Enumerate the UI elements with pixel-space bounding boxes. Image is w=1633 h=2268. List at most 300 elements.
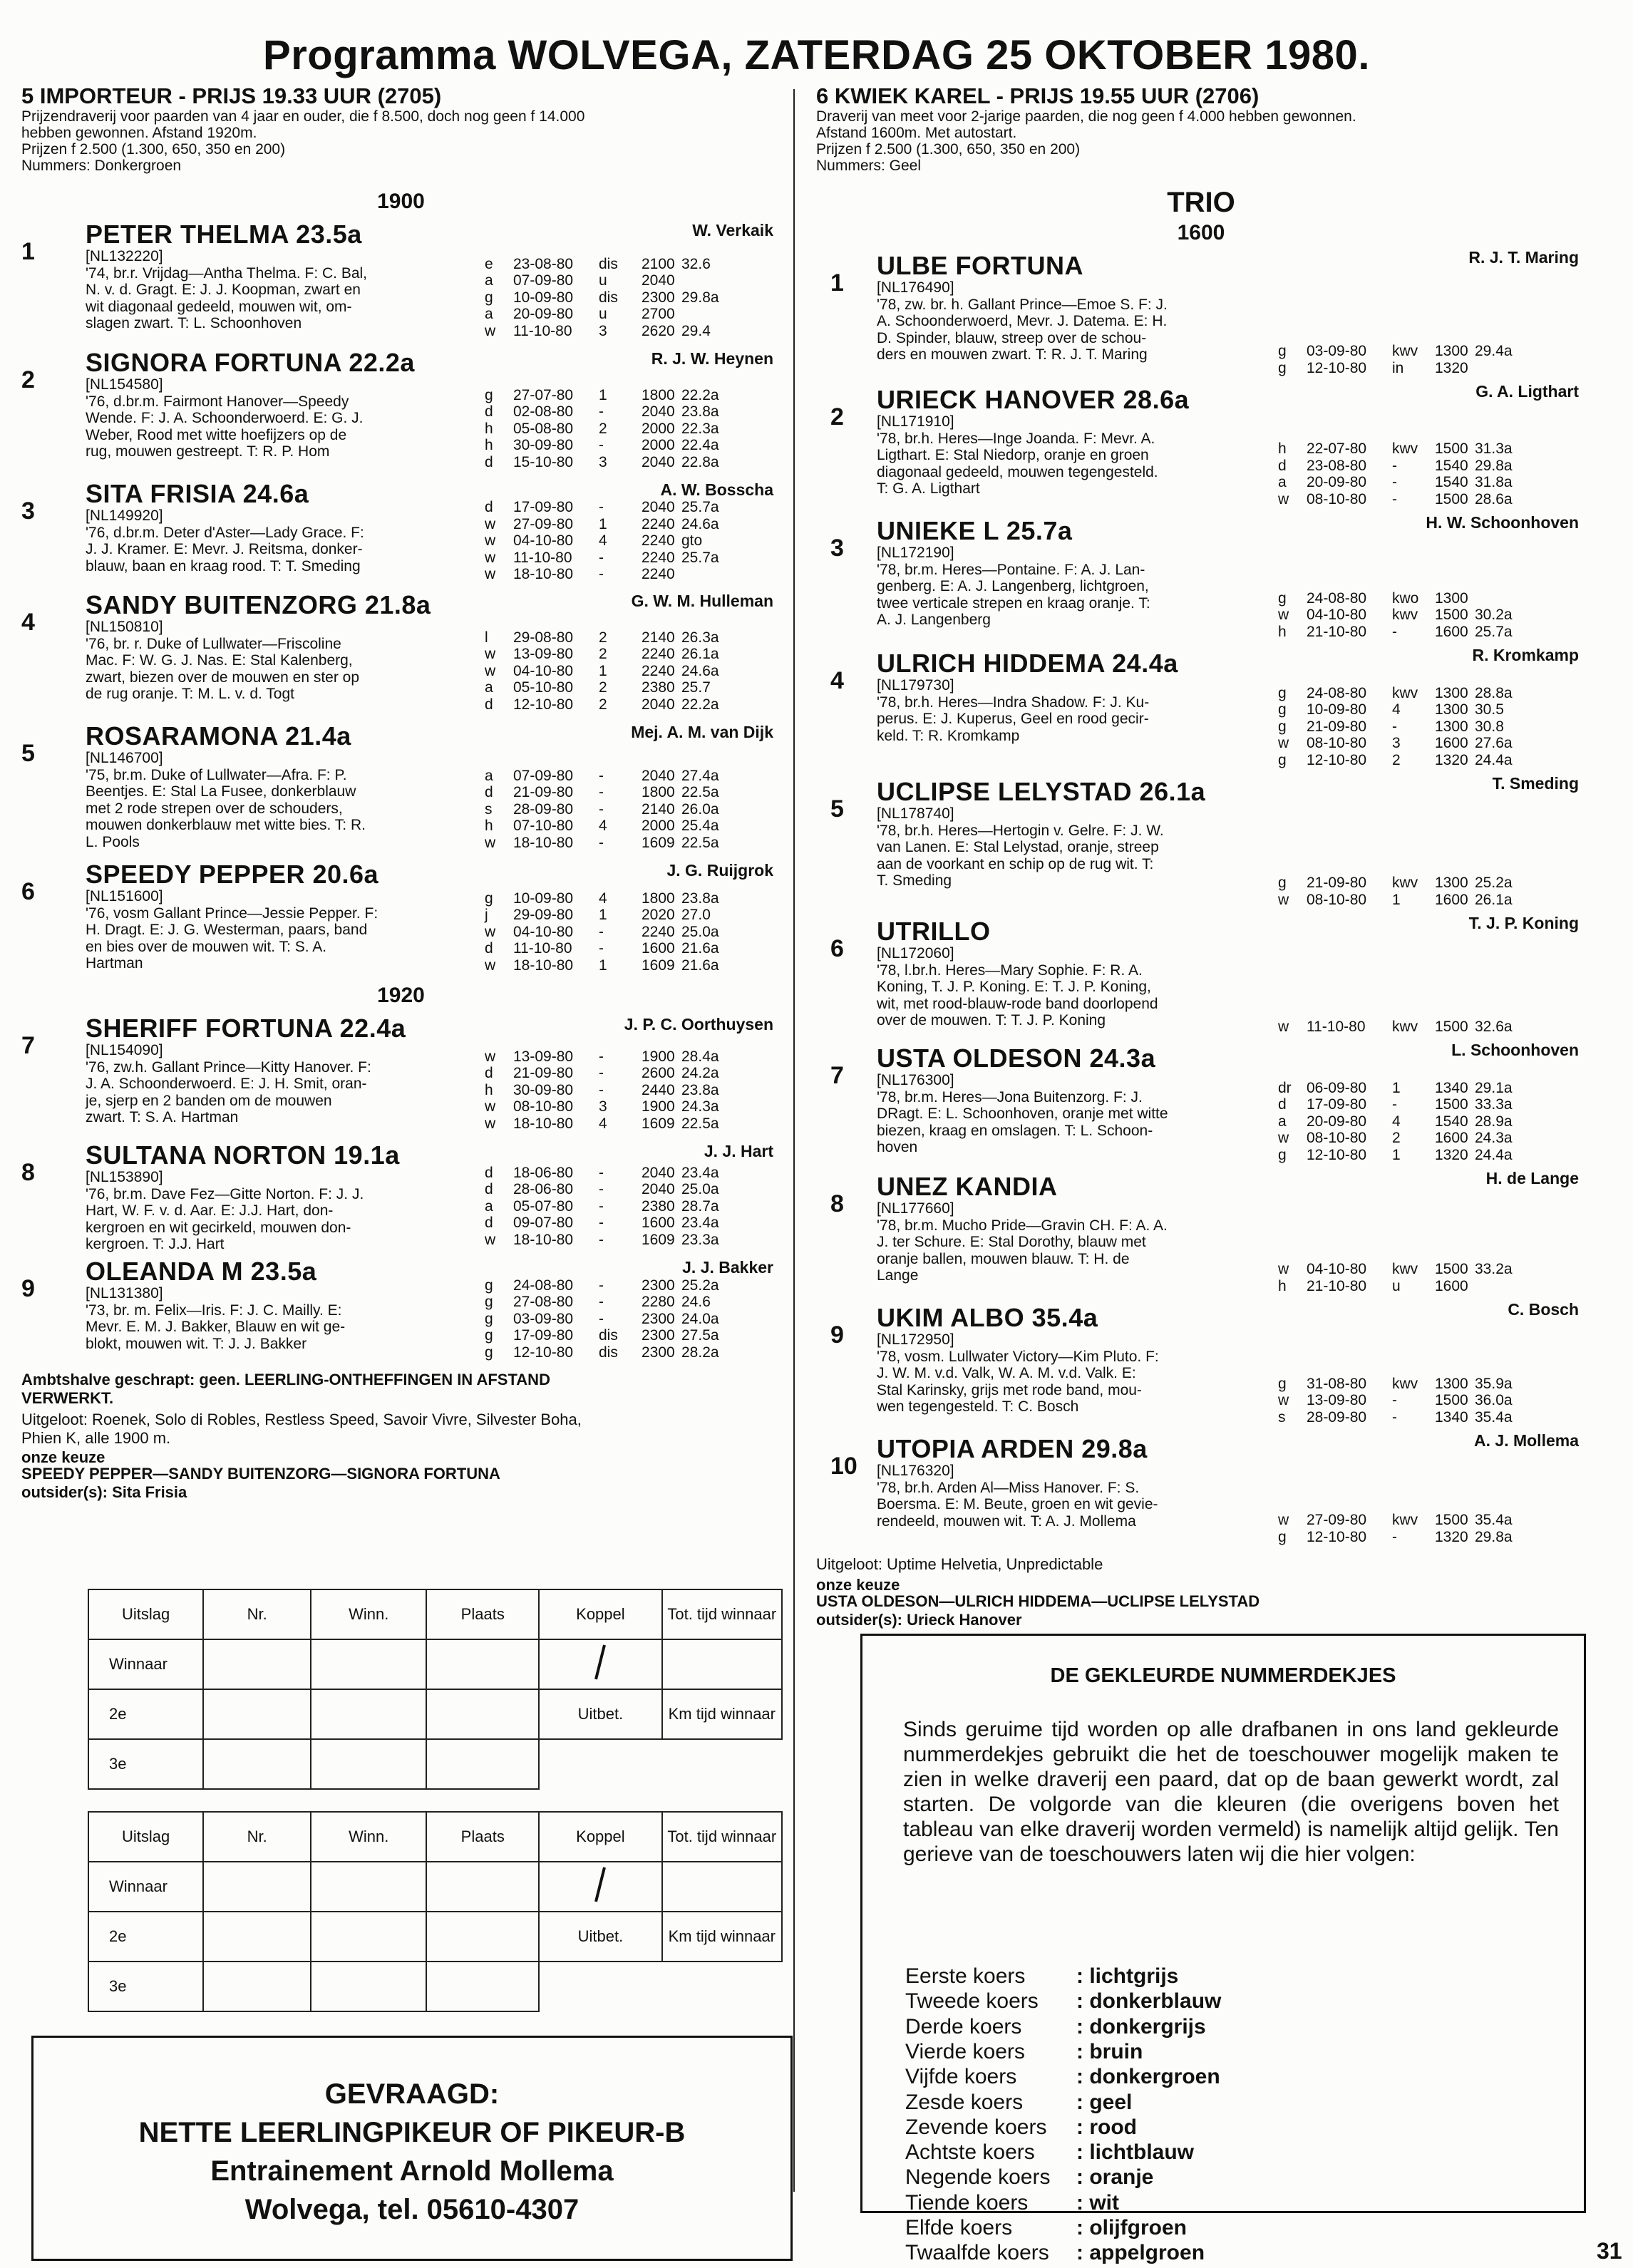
uitslag-input-cell[interactable] xyxy=(426,1689,539,1739)
performance-cell: 08-10-80 xyxy=(1307,1130,1367,1146)
uitslag-input-cell[interactable] xyxy=(426,1862,539,1912)
uitslag-input-cell[interactable] xyxy=(203,1962,311,2011)
info-color-row xyxy=(905,2014,1206,2039)
performance-cell: j xyxy=(485,907,488,923)
performance-cell: 23-08-80 xyxy=(1307,457,1367,474)
performance-cell: w xyxy=(485,1098,496,1115)
performance-row xyxy=(485,907,731,924)
performance-cell: d xyxy=(485,940,493,957)
uitslag-input-cell[interactable] xyxy=(426,1639,539,1689)
performance-cell: 11-10-80 xyxy=(1307,1018,1366,1035)
uitslag-input-cell[interactable] xyxy=(311,1862,426,1912)
performance-cell: g xyxy=(485,289,493,306)
horse-description-line: '78, zw. br. h. Gallant Prince—Emoe S. F: J. xyxy=(877,296,1168,313)
performance-cell xyxy=(681,306,731,323)
performance-cell: 1300 xyxy=(1435,875,1468,891)
performance-cell: 1609 xyxy=(642,834,675,851)
performance-row xyxy=(1278,1376,1525,1393)
performance-cell: g xyxy=(485,1344,493,1361)
outsider-text-right: outsider(s): Urieck Hanover xyxy=(816,1611,1022,1629)
performance-cell: 23.4a xyxy=(681,1215,719,1231)
performance-cell: 17-09-80 xyxy=(513,499,574,515)
performance-cell: w xyxy=(485,1231,496,1248)
empty-cell xyxy=(539,1739,661,1789)
performance-cell: 2300 xyxy=(642,1327,675,1344)
performance-cell: 24.6 xyxy=(681,1294,711,1310)
horse-trainer: Mej. A. M. van Dijk xyxy=(631,723,773,741)
performance-cell: 21.6a xyxy=(681,940,719,957)
info-race-label: Twaalfde koers xyxy=(905,2241,1049,2265)
performance-cell: w xyxy=(1278,735,1289,751)
performance-cell: h xyxy=(485,420,493,437)
uitslag-header-cell: Winn. xyxy=(311,1589,426,1639)
performance-cell: 1500 xyxy=(1435,1512,1468,1528)
uitslag-header-cell: Plaats xyxy=(426,1589,539,1639)
performance-cell: - xyxy=(1392,1096,1397,1113)
performance-cell: 25.0a xyxy=(681,923,719,940)
performance-cell: 23.4a xyxy=(681,1164,719,1181)
performance-cell xyxy=(1475,1278,1525,1295)
performance-row xyxy=(485,646,731,663)
uitslag-row-label: 3e xyxy=(88,1962,203,2011)
km-tijd-label: Km tijd winnaar xyxy=(662,1689,782,1739)
horse-description-line: oranje ballen, mouwen blauw. T: H. de xyxy=(877,1250,1130,1267)
performance-cell: w xyxy=(485,532,496,549)
performance-cell: 1600 xyxy=(1435,623,1468,640)
uitslag-input-cell[interactable] xyxy=(311,1962,426,2011)
performance-row xyxy=(1278,343,1525,360)
performance-cell: 35.9a xyxy=(1475,1375,1513,1392)
performance-cell: 1609 xyxy=(642,957,675,974)
performance-cell: - xyxy=(1392,457,1397,474)
performance-list xyxy=(485,768,731,852)
performance-cell: 20-09-80 xyxy=(513,306,574,322)
performance-row xyxy=(1278,1130,1525,1147)
uitslag-header-cell: Tot. tijd winnaar xyxy=(662,1589,782,1639)
info-color-value: : geel xyxy=(1076,2090,1133,2114)
performance-cell: g xyxy=(485,890,493,907)
info-color-value: : donkergroen xyxy=(1076,2065,1220,2089)
performance-cell: 2240 xyxy=(642,532,675,549)
performance-cell: 12-10-80 xyxy=(1307,359,1367,376)
performance-cell: 07-09-80 xyxy=(513,272,574,289)
horse-description-line: [NL146700] xyxy=(86,750,163,766)
keuze-label: onze keuze xyxy=(21,1448,105,1466)
horse-name: UTOPIA ARDEN 29.8a xyxy=(877,1434,1148,1463)
horse-name: SULTANA NORTON 19.1a xyxy=(86,1140,400,1170)
horse-description-line: '78, br.h. Arden Al—Miss Hanover. F: S. xyxy=(877,1479,1140,1496)
uitslag-input-cell[interactable] xyxy=(203,1689,311,1739)
performance-cell: 04-10-80 xyxy=(513,662,574,679)
performance-cell: g xyxy=(1278,684,1287,701)
performance-cell: 2300 xyxy=(642,1310,675,1327)
horse-name: SHERIFF FORTUNA 22.4a xyxy=(86,1014,406,1043)
performance-cell: s xyxy=(1278,1408,1286,1426)
uitslag-row-label: 2e xyxy=(88,1689,203,1739)
horse-entry xyxy=(816,248,1586,381)
performance-cell: 2440 xyxy=(642,1081,675,1098)
performance-cell: 29.4a xyxy=(1475,343,1513,359)
uitslag-input-cell[interactable] xyxy=(203,1639,311,1689)
performance-row xyxy=(1278,1113,1525,1130)
uitslag-input-cell[interactable] xyxy=(662,1639,782,1689)
uitslag-input-cell[interactable] xyxy=(311,1689,426,1739)
horse-entry xyxy=(816,1431,1586,1550)
race-6-column xyxy=(816,84,1586,1629)
performance-cell: 29.4 xyxy=(681,322,711,339)
performance-cell: 20-09-80 xyxy=(1307,1113,1367,1130)
performance-cell: w xyxy=(1278,1261,1289,1277)
horse-list-a xyxy=(21,221,781,978)
performance-row xyxy=(485,1327,731,1344)
performance-cell: 1 xyxy=(599,662,607,679)
performance-row xyxy=(485,1311,731,1328)
race-5-desc-1: Prijzendraverij voor paarden van 4 jaar en ouder, die f 8.500, doch nog geen f 14.000 xyxy=(21,108,585,125)
race-6-desc-1: Draverij van meet voor 2-jarige paarden, die nog geen f 4.000 hebben gewonnen. xyxy=(816,108,1356,125)
empty-cell xyxy=(539,1962,661,2011)
performance-row xyxy=(485,499,731,516)
horse-entry xyxy=(21,1015,781,1136)
performance-cell: 22.5a xyxy=(681,1115,719,1132)
performance-cell: 1600 xyxy=(1435,891,1468,908)
performance-cell: 1 xyxy=(1392,1146,1401,1163)
info-race-label: Eerste koers xyxy=(905,1964,1026,1988)
performance-cell: 23-08-80 xyxy=(513,255,574,272)
horse-name: ULBE FORTUNA xyxy=(877,251,1083,280)
performance-cell: 11-10-80 xyxy=(513,549,572,566)
performance-cell: u xyxy=(599,306,607,322)
performance-row xyxy=(485,1215,731,1232)
info-color-value: : rood xyxy=(1076,2115,1137,2139)
horse-entry xyxy=(816,513,1586,644)
horse-number: 4 xyxy=(21,609,35,636)
performance-cell: 1540 xyxy=(1435,457,1468,474)
performance-cell: 25.2a xyxy=(1475,875,1513,891)
performance-cell: 03-09-80 xyxy=(1307,343,1367,359)
horse-entry xyxy=(21,480,781,586)
performance-cell: 4 xyxy=(599,818,607,834)
performance-cell: - xyxy=(599,1164,604,1181)
performance-cell: 26.1a xyxy=(681,646,719,662)
performance-cell: 2 xyxy=(599,679,607,696)
info-color-row xyxy=(905,2115,1137,2140)
horse-number: 7 xyxy=(21,1032,35,1059)
horse-description-line: over de mouwen. T: T. J. P. Koning xyxy=(877,1012,1106,1029)
performance-cell: kwv xyxy=(1392,1018,1418,1035)
horse-list-right xyxy=(816,248,1586,1550)
performance-cell: 1600 xyxy=(642,940,675,957)
performance-cell: 28-06-80 xyxy=(513,1181,574,1197)
performance-cell: 1609 xyxy=(642,1231,675,1248)
performance-cell: d xyxy=(485,453,493,470)
info-color-row xyxy=(905,2090,1132,2115)
performance-cell: 1320 xyxy=(1435,1528,1468,1545)
performance-cell: 1500 xyxy=(1435,490,1468,507)
performance-cell: 29.8a xyxy=(1475,1528,1513,1545)
performance-cell: d xyxy=(485,1164,493,1181)
performance-cell: 23.8a xyxy=(681,1081,719,1098)
horse-number: 9 xyxy=(21,1275,35,1302)
horse-description-line: [NL179730] xyxy=(877,677,954,694)
keuze-label-right: onze keuze xyxy=(816,1576,900,1594)
performance-row xyxy=(485,629,731,646)
horse-description-line: [NL132220] xyxy=(86,248,163,264)
horse-description-line: '78, br.m. Heres—Jona Buitenzorg. F: J. xyxy=(877,1088,1143,1105)
performance-cell: 27.0 xyxy=(681,907,711,923)
uitslag-header-cell: Koppel xyxy=(539,1589,661,1639)
performance-cell: 17-09-80 xyxy=(513,1327,574,1344)
performance-row xyxy=(485,1082,731,1099)
performance-row xyxy=(485,1048,731,1066)
horse-description-line: [NL178740] xyxy=(877,805,954,822)
uitslag-row-label: Winnaar xyxy=(88,1639,203,1689)
performance-row xyxy=(485,1198,731,1215)
performance-row xyxy=(1278,1529,1525,1546)
performance-row xyxy=(1278,1019,1525,1036)
performance-row xyxy=(1278,685,1525,702)
performance-cell: 2280 xyxy=(642,1294,675,1310)
info-color-value: : donkerblauw xyxy=(1076,1989,1222,2014)
performance-cell: 24.6a xyxy=(681,515,719,532)
performance-cell: g xyxy=(1278,359,1287,376)
performance-cell: 18-06-80 xyxy=(513,1164,574,1181)
horse-description-line: '78, vosm. Lullwater Victory—Kim Pluto. F: xyxy=(877,1348,1159,1365)
horse-description-line: zwart, biezen over de mouwen en ster op xyxy=(86,669,360,686)
horse-entry xyxy=(21,1258,781,1365)
performance-cell: 4 xyxy=(599,1115,607,1132)
horse-description-line: je, sjerp en 2 banden om de mouwen xyxy=(86,1092,332,1109)
performance-row xyxy=(485,890,731,907)
performance-cell: 02-08-80 xyxy=(513,403,574,420)
performance-cell: 13-09-80 xyxy=(1307,1392,1367,1408)
horse-description-line: '74, br.r. Vrijdag—Antha Thelma. F: C. Bal, xyxy=(86,264,368,282)
info-color-row xyxy=(905,2165,1153,2190)
performance-cell: 28.9a xyxy=(1475,1113,1513,1130)
performance-cell: - xyxy=(599,1277,604,1294)
column-divider xyxy=(793,89,795,2192)
performance-cell: 1300 xyxy=(1435,684,1468,701)
performance-row xyxy=(485,818,731,835)
horse-name: UKIM ALBO 35.4a xyxy=(877,1303,1098,1332)
info-race-label: Elfde koers xyxy=(905,2216,1013,2239)
performance-cell: 20-09-80 xyxy=(1307,474,1367,490)
uitslag-input-cell[interactable] xyxy=(426,1739,539,1789)
performance-cell: 27-08-80 xyxy=(513,1294,574,1310)
horse-description-line: '76, d.br.m. Deter d'Aster—Lady Grace. F: xyxy=(86,524,364,541)
performance-row xyxy=(485,784,731,801)
uitslag-input-cell[interactable] xyxy=(426,1912,539,1962)
info-race-label: Derde koers xyxy=(905,2014,1022,2038)
uitslag-header-cell: Winn. xyxy=(311,1812,426,1862)
performance-row xyxy=(1278,892,1525,909)
performance-cell: 28.2a xyxy=(681,1344,719,1361)
uitslag-input-cell[interactable] xyxy=(311,1639,426,1689)
horse-entry xyxy=(816,1300,1586,1430)
horse-description-line: rendeeld, mouwen wit. T: A. J. Mollema xyxy=(877,1512,1136,1530)
uitslag-input-cell[interactable] xyxy=(311,1739,426,1789)
performance-row xyxy=(1278,1080,1525,1097)
page-number: 31 xyxy=(1597,2238,1622,2264)
performance-cell: 2040 xyxy=(642,403,675,420)
performance-row xyxy=(485,1098,731,1115)
performance-row xyxy=(1278,607,1525,624)
horse-description-line: keld. T: R. Kromkamp xyxy=(877,727,1020,744)
performance-cell: g xyxy=(1278,718,1287,735)
horse-description-line: aan de voorkant en schip op de rug wit. T: xyxy=(877,855,1154,872)
performance-cell: - xyxy=(599,1181,604,1197)
performance-cell: 3 xyxy=(599,322,607,339)
performance-cell: 30-09-80 xyxy=(513,1081,574,1098)
performance-cell: 1500 xyxy=(1435,1392,1468,1408)
horse-trainer: J. J. Hart xyxy=(704,1142,773,1160)
koppel-slash xyxy=(539,1639,661,1689)
performance-row xyxy=(485,454,731,471)
horse-trainer: J. G. Ruijgrok xyxy=(666,861,773,880)
performance-cell: 4 xyxy=(599,532,607,549)
performance-cell: 35.4a xyxy=(1475,1512,1513,1528)
performance-cell: w xyxy=(1278,490,1289,507)
horse-description-line: '78, l.br.h. Heres—Mary Sophie. F: R. A. xyxy=(877,962,1143,979)
performance-cell xyxy=(681,272,731,289)
horse-description-line: Hartman xyxy=(86,955,143,971)
info-race-label: Tiende koers xyxy=(905,2190,1029,2215)
horse-description-line: [NL154090] xyxy=(86,1042,163,1058)
uitslag-table-2 xyxy=(88,1811,783,2012)
performance-cell: 23.8a xyxy=(681,890,719,907)
performance-cell: 27.6a xyxy=(1475,735,1513,751)
performance-cell: 21-09-80 xyxy=(1307,718,1367,735)
horse-name: SIGNORA FORTUNA 22.2a xyxy=(86,348,415,377)
horse-trainer: A. J. Mollema xyxy=(1474,1431,1579,1450)
performance-cell: kwv xyxy=(1392,1512,1418,1528)
performance-cell: 17-09-80 xyxy=(1307,1096,1367,1113)
horse-description-line: N. v. d. Gragt. E: J. J. Koopman, zwart en xyxy=(86,282,361,298)
horse-description-line: en bies over de mouwen wit. T: S. A. xyxy=(86,938,327,955)
performance-cell: 2240 xyxy=(642,515,675,532)
performance-cell: w xyxy=(1278,1392,1289,1408)
performance-list xyxy=(1278,1019,1525,1036)
horse-description-line: DRagt. E: L. Schoonhoven, oranje met witte xyxy=(877,1105,1168,1122)
performance-cell: 08-10-80 xyxy=(1307,490,1367,507)
horse-description-line: met 2 rode strepen over de schouders, xyxy=(86,800,343,817)
horse-description-line: '76, br. r. Duke of Lullwater—Friscoline xyxy=(86,635,341,652)
performance-cell: a xyxy=(485,306,493,322)
performance-cell: 2 xyxy=(599,696,607,713)
empty-cell xyxy=(662,1739,782,1789)
performance-cell: h xyxy=(485,437,493,453)
uitgeloot-text: Uitgeloot: Roenek, Solo di Robles, Restless Speed, Savoir Vivre, Silvester Boha, xyxy=(21,1411,582,1428)
performance-cell xyxy=(1475,360,1525,377)
uitslag-input-cell[interactable] xyxy=(203,1862,311,1912)
performance-cell: 23.8a xyxy=(681,403,719,420)
performance-cell: 3 xyxy=(1392,735,1401,751)
performance-row xyxy=(485,323,731,340)
performance-cell: 1609 xyxy=(642,1115,675,1132)
horse-description-line: genberg. E: A. J. Langenberg, lichtgroen, xyxy=(877,578,1149,594)
performance-row xyxy=(1278,474,1525,491)
uitslag-input-cell[interactable] xyxy=(203,1912,311,1962)
km-tijd-label: Km tijd winnaar xyxy=(662,1912,782,1962)
horse-number: 5 xyxy=(21,740,35,767)
uitslag-input-cell[interactable] xyxy=(426,1962,539,2011)
performance-row xyxy=(485,272,731,289)
horse-number: 5 xyxy=(830,795,844,823)
performance-row xyxy=(485,566,731,583)
horse-description-line: zwart. T: S. A. Hartman xyxy=(86,1109,239,1125)
ad-heading: GEVRAAGD: xyxy=(324,2078,500,2110)
horse-entry xyxy=(21,221,781,344)
performance-cell: w xyxy=(485,957,496,974)
performance-cell: kwv xyxy=(1392,684,1418,701)
performance-cell: w xyxy=(485,923,496,940)
horse-description-line: Hart, W. F. v. d. Aar. E: J.J. Hart, don- xyxy=(86,1202,334,1219)
uitslag-header-cell: Tot. tijd winnaar xyxy=(662,1812,782,1862)
performance-cell: 24-08-80 xyxy=(1307,684,1367,701)
performance-cell: w xyxy=(485,322,496,339)
performance-list xyxy=(1278,440,1525,507)
performance-cell: 2040 xyxy=(642,767,675,784)
performance-cell: a xyxy=(485,679,493,696)
horse-description-line: J. J. Kramer. E: Mevr. J. Reitsma, donker- xyxy=(86,541,363,557)
performance-cell: h xyxy=(485,818,493,834)
horse-entry xyxy=(816,382,1586,512)
performance-cell: 18-10-80 xyxy=(513,1231,574,1248)
performance-list xyxy=(1278,1376,1525,1426)
performance-cell: 2040 xyxy=(642,1181,675,1197)
performance-row xyxy=(1278,1147,1525,1164)
horse-entry xyxy=(816,1169,1586,1299)
performance-cell: 1320 xyxy=(1435,1146,1468,1163)
performance-cell: 1340 xyxy=(1435,1079,1468,1096)
horse-description-line: blauw, baan en kraag rood. T: T. Smeding xyxy=(86,557,361,574)
performance-row xyxy=(485,1294,731,1311)
performance-cell: dis xyxy=(599,289,618,306)
horse-name: ULRICH HIDDEMA 24.4a xyxy=(877,649,1178,678)
performance-row xyxy=(485,437,731,454)
performance-cell: 12-10-80 xyxy=(1307,1146,1367,1163)
performance-cell: kwv xyxy=(1392,1261,1418,1277)
horse-trainer: W. Verkaik xyxy=(692,221,773,239)
performance-cell: 28.6a xyxy=(1475,490,1513,507)
performance-row xyxy=(1278,752,1525,769)
uitslag-input-cell[interactable] xyxy=(662,1862,782,1912)
uitslag-row-label: 2e xyxy=(88,1912,203,1962)
performance-cell: 2100 xyxy=(642,255,675,272)
performance-cell: 31.8a xyxy=(1475,474,1513,490)
uitslag-header-cell: Koppel xyxy=(539,1812,661,1862)
performance-cell: 2020 xyxy=(642,907,675,923)
page-title: Programma WOLVEGA, ZATERDAG 25 OKTOBER 1980. xyxy=(263,32,1370,78)
performance-cell: 05-10-80 xyxy=(513,679,574,696)
horse-number: 3 xyxy=(21,498,35,525)
horse-trainer: J. J. Bakker xyxy=(682,1258,773,1277)
performance-cell: 1300 xyxy=(1435,701,1468,718)
performance-cell: 2040 xyxy=(642,1164,675,1181)
race-5-heading: 5 IMPORTEUR - PRIJS 19.33 UUR (2705) xyxy=(21,83,442,108)
performance-cell: 05-08-80 xyxy=(513,420,574,437)
performance-cell: - xyxy=(599,1215,604,1231)
slash-mark xyxy=(586,1865,614,1904)
uitslag-input-cell[interactable] xyxy=(311,1912,426,1962)
horse-name: PETER THELMA 23.5a xyxy=(86,220,362,249)
performance-cell: 30.2a xyxy=(1475,607,1513,623)
uitslag-row-label: Winnaar xyxy=(88,1862,203,1912)
performance-cell: 22.5a xyxy=(681,784,719,800)
info-color-row xyxy=(905,2215,1187,2240)
horse-description-line: blokt, mouwen wit. T: J. J. Bakker xyxy=(86,1335,307,1352)
uitslag-input-cell[interactable] xyxy=(203,1739,311,1789)
horse-description-line: Boersma. E: M. Beute, groen en wit gevie- xyxy=(877,1496,1158,1512)
